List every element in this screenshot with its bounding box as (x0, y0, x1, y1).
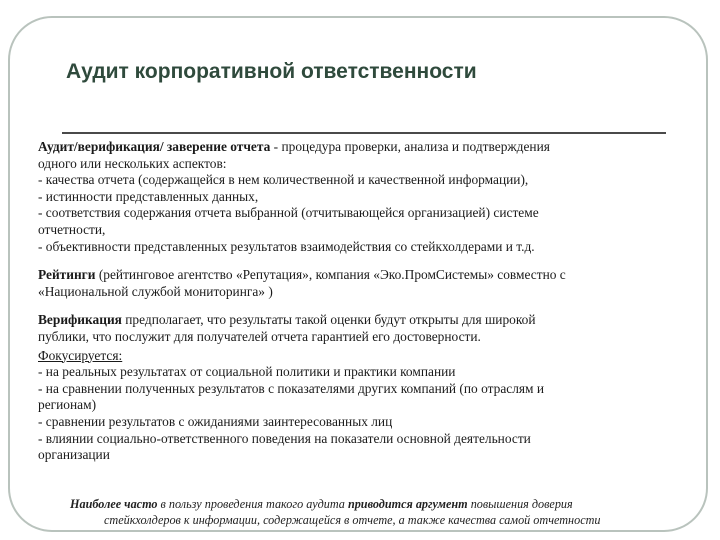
verification-line1 (38, 312, 688, 329)
slide-title: Аудит корпоративной ответственности (66, 60, 477, 83)
focus-label: Фокусируется: (38, 347, 123, 363)
title-divider (62, 132, 666, 134)
focus-item: регионам) (38, 397, 97, 413)
audit-definition-line2: одного или нескольких аспектов: (38, 155, 227, 171)
footer-note (40, 496, 680, 528)
verification-line2: публики, что послужит для получателей отчета гарантией его достоверности. (38, 328, 481, 344)
footer-bold-2: приводится аргумент (347, 497, 468, 511)
footer-line1: Наиболее часто в пользу проведения такого аудита приводится аргумент повышения доверия (70, 497, 573, 511)
focus-item: - сравнении результатов с ожиданиями заинтересованных лиц (38, 413, 393, 429)
audit-item: - соответствия содержания отчета выбранной (отчитывающейся организацией) системе (38, 205, 539, 221)
focus-item: - на реальных результатах от социальной политики и практики компании (38, 364, 456, 380)
verification-term: Верификация (38, 312, 122, 328)
ratings-line1 (38, 267, 688, 284)
slide-content (38, 139, 688, 464)
audit-definition-line1 (38, 139, 688, 156)
audit-item: отчетности, (38, 221, 106, 237)
audit-definition-text: - процедура проверки, анализа и подтверждения (270, 139, 550, 154)
footer-line2: стейкхолдеров к информации, содержащейся в отчете, а также качества самой отчетности (104, 513, 601, 527)
focus-item: организации (38, 447, 110, 463)
footer-bold-1: Наиболее часто (70, 497, 158, 511)
ratings-term: Рейтинги (38, 267, 96, 283)
focus-item: - на сравнении полученных результатов с показателями других компаний (по отраслям и (38, 380, 545, 396)
audit-item: - объективности представленных результатов взаимодействия со стейкхолдерами и т.д. (38, 238, 535, 254)
verification-text: предполагает, что результаты такой оценки будут открыты для широкой (121, 312, 536, 328)
ratings-text: (рейтинговое агентство «Репутация», компания «Эко.ПромСистемы» совместно с (95, 267, 566, 283)
audit-term: Аудит/верификация/ заверение отчета (38, 139, 271, 154)
audit-item: - истинности представленных данных, (38, 188, 259, 204)
focus-item: - влиянии социально-ответственного поведения на показатели основной деятельности (38, 430, 531, 446)
audit-item: - качества отчета (содержащейся в нем количественной и качественной информации), (38, 172, 529, 188)
ratings-line2: «Национальной службой мониторинга» ) (38, 283, 273, 299)
